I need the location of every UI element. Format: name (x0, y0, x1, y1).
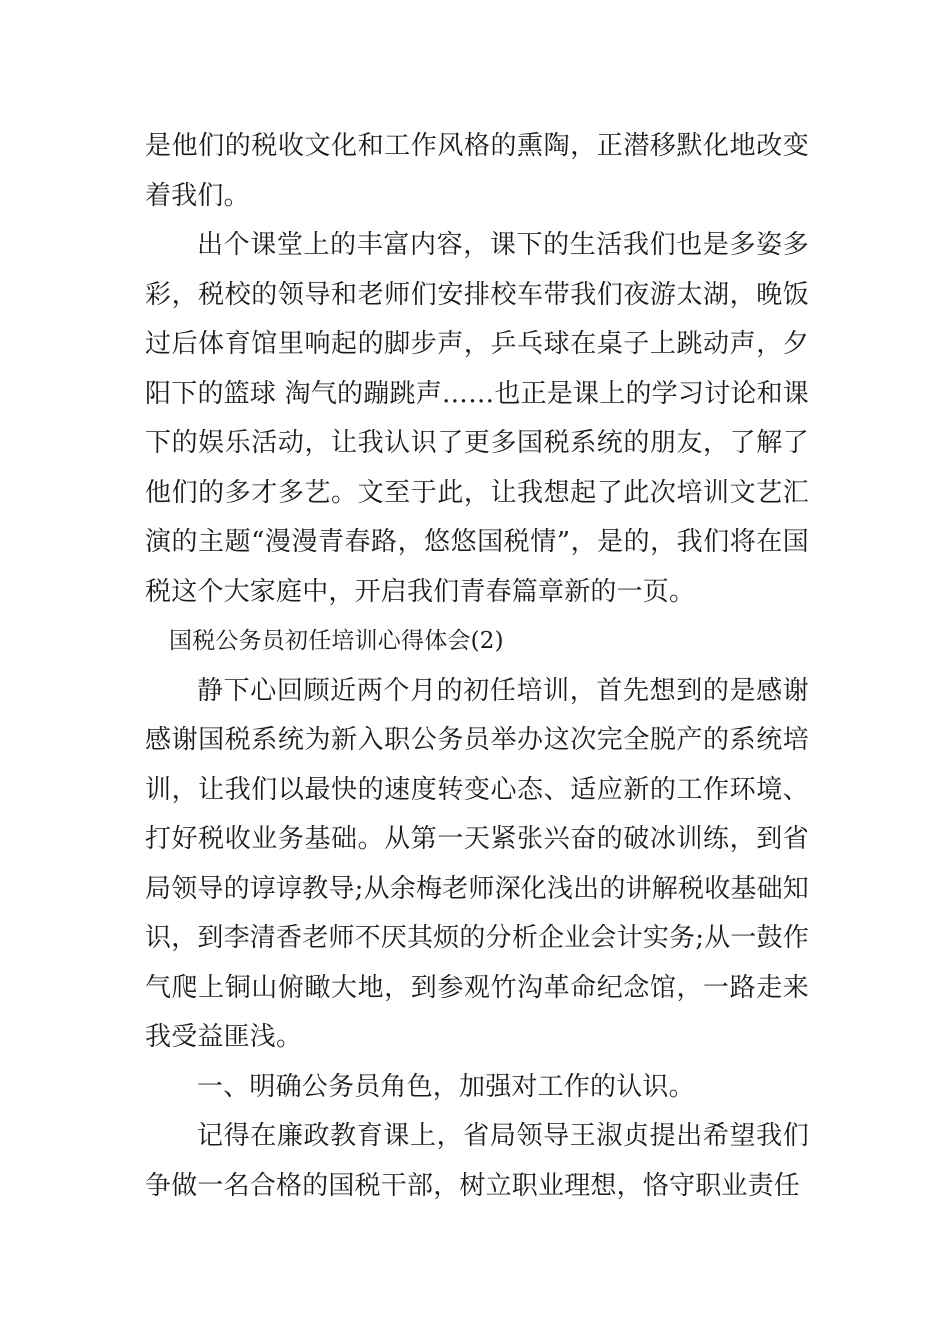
paragraph-heading-one: 一、明确公务员角色，加强对工作的认识。 (197, 1071, 695, 1102)
document-body (145, 122, 809, 1211)
section-subtitle: 国税公务员初任培训心得体会(2) (169, 628, 504, 654)
paragraph-integrity-lesson: 记得在廉政教育课上，省局领导王淑贞提出希望我们争做一名合格的国税干部，树立职业理想，恪守职业责任 (145, 1121, 809, 1201)
paragraph-after-class-life: 出个课堂上的丰富内容，课下的生活我们也是多姿多彩，税校的领导和老师们安排校车带我们夜游太湖，晚饭过后体育馆里响起的脚步声，乒乓球在桌子上跳动声，夕阳下的篮球 淘气的蹦跳声……也正是课上的学习讨论和课下的娱乐活动，让我认识了更多国税系统的朋友，了解了他们的多才多艺。文至于此，让我想起了此次培训文艺汇演的主题“漫漫青春路，悠悠国税情”，是的，我们将在国税这个大家庭中，开启我们青春篇章新的一页。 (145, 230, 809, 607)
paragraph-continuation: 是他们的税收文化和工作风格的熏陶，正潜移默化地改变着我们。 (145, 131, 809, 211)
paragraph-training-reflection: 静下心回顾近两个月的初任培训，首先想到的是感谢感谢国税系统为新入职公务员举办这次完全脱产的系统培训，让我们以最快的速度转变心态、适应新的工作环境、打好税收业务基础。从第一天紧张兴奋的破冰训练，到省局领导的谆谆教导;从余梅老师深化浅出的讲解税收基础知识，到李清香老师不厌其烦的分析企业会计实务;从一鼓作气爬上铜山俯瞰大地，到参观竹沟革命纪念馆，一路走来我受益匪浅。 (145, 675, 809, 1052)
